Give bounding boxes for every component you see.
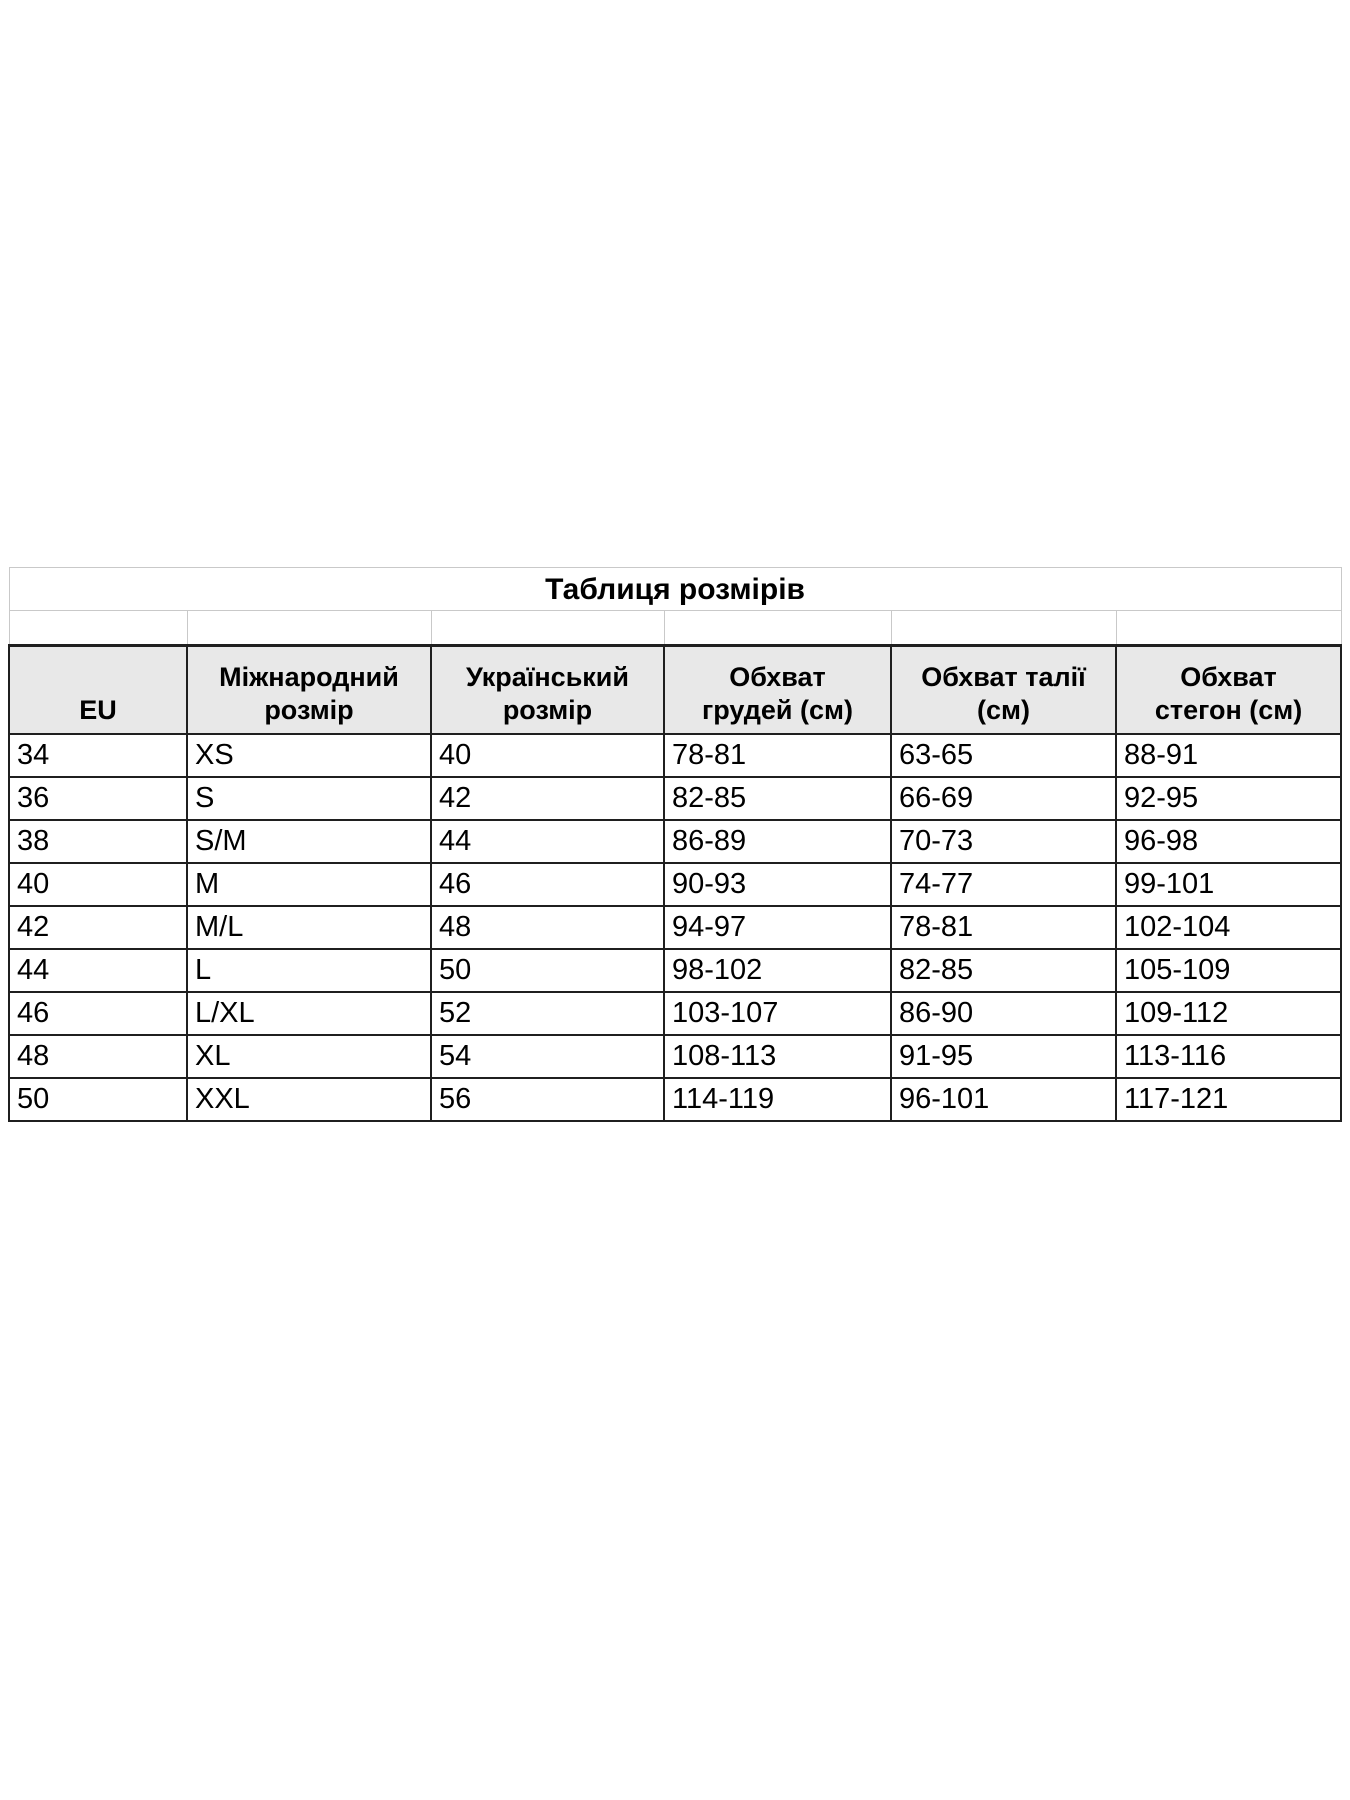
- cell-waist: 74-77: [891, 863, 1116, 906]
- spacer-cell: [187, 611, 431, 646]
- cell-hips: 102-104: [1116, 906, 1341, 949]
- cell-waist: 78-81: [891, 906, 1116, 949]
- cell-waist: 86-90: [891, 992, 1116, 1035]
- table-row: [9, 734, 1341, 777]
- cell-eu: 40: [9, 863, 187, 906]
- column-header-eu: [9, 646, 187, 735]
- table-row: [9, 949, 1341, 992]
- header-line: розмір: [502, 694, 593, 725]
- spacer-cell: [891, 611, 1116, 646]
- cell-ukrainian-size: 42: [431, 777, 664, 820]
- cell-international-size: XL: [187, 1035, 431, 1078]
- size-chart-table: [8, 567, 1342, 1122]
- cell-hips: 99-101: [1116, 863, 1341, 906]
- cell-ukrainian-size: 48: [431, 906, 664, 949]
- cell-eu: 36: [9, 777, 187, 820]
- table-title: Таблиця розмірів: [9, 568, 1341, 611]
- cell-hips: 117-121: [1116, 1078, 1341, 1121]
- title-row: [9, 568, 1341, 611]
- cell-waist: 91-95: [891, 1035, 1116, 1078]
- spacer-cell: [1116, 611, 1341, 646]
- column-header-chest: [664, 646, 891, 735]
- table-row: [9, 992, 1341, 1035]
- cell-ukrainian-size: 54: [431, 1035, 664, 1078]
- cell-hips: 105-109: [1116, 949, 1341, 992]
- cell-ukrainian-size: 44: [431, 820, 664, 863]
- cell-international-size: L/XL: [187, 992, 431, 1035]
- cell-eu: 34: [9, 734, 187, 777]
- cell-international-size: XS: [187, 734, 431, 777]
- cell-hips: 88-91: [1116, 734, 1341, 777]
- column-header-international-size: [187, 646, 431, 735]
- cell-hips: 92-95: [1116, 777, 1341, 820]
- cell-ukrainian-size: 56: [431, 1078, 664, 1121]
- header-line: EU: [79, 694, 117, 725]
- cell-international-size: M: [187, 863, 431, 906]
- spacer-row: [9, 611, 1341, 646]
- table-row: [9, 1078, 1341, 1121]
- column-header-waist: [891, 646, 1116, 735]
- cell-international-size: XXL: [187, 1078, 431, 1121]
- cell-waist: 96-101: [891, 1078, 1116, 1121]
- cell-international-size: L: [187, 949, 431, 992]
- table-row: [9, 820, 1341, 863]
- header-line: Український: [465, 662, 629, 693]
- cell-eu: 48: [9, 1035, 187, 1078]
- cell-waist: 82-85: [891, 949, 1116, 992]
- cell-chest: 114-119: [664, 1078, 891, 1121]
- cell-eu: 46: [9, 992, 187, 1035]
- cell-eu: 42: [9, 906, 187, 949]
- table-row: [9, 777, 1341, 820]
- table-row: [9, 906, 1341, 949]
- cell-waist: 70-73: [891, 820, 1116, 863]
- cell-chest: 108-113: [664, 1035, 891, 1078]
- cell-chest: 86-89: [664, 820, 891, 863]
- header-line: грудей (см): [702, 694, 853, 725]
- cell-international-size: S/M: [187, 820, 431, 863]
- spacer-cell: [431, 611, 664, 646]
- cell-ukrainian-size: 40: [431, 734, 664, 777]
- header-line: стегон (см): [1154, 694, 1303, 725]
- cell-eu: 44: [9, 949, 187, 992]
- table-row: [9, 1035, 1341, 1078]
- cell-chest: 82-85: [664, 777, 891, 820]
- table-row: [9, 863, 1341, 906]
- cell-waist: 63-65: [891, 734, 1116, 777]
- spacer-cell: [9, 611, 187, 646]
- header-line: розмір: [264, 694, 354, 725]
- cell-eu: 50: [9, 1078, 187, 1121]
- cell-chest: 103-107: [664, 992, 891, 1035]
- cell-eu: 38: [9, 820, 187, 863]
- header-row: [9, 646, 1341, 735]
- column-header-hips: [1116, 646, 1341, 735]
- spacer-cell: [664, 611, 891, 646]
- cell-international-size: M/L: [187, 906, 431, 949]
- header-line: Обхват: [1180, 662, 1277, 693]
- cell-chest: 90-93: [664, 863, 891, 906]
- column-header-ukrainian-size: [431, 646, 664, 735]
- cell-ukrainian-size: 46: [431, 863, 664, 906]
- header-line: (см): [977, 694, 1030, 725]
- header-line: Обхват: [729, 662, 826, 693]
- header-line: Міжнародний: [219, 662, 399, 693]
- header-line: Обхват талії: [921, 662, 1086, 693]
- cell-chest: 94-97: [664, 906, 891, 949]
- cell-hips: 113-116: [1116, 1035, 1341, 1078]
- cell-chest: 98-102: [664, 949, 891, 992]
- cell-hips: 96-98: [1116, 820, 1341, 863]
- cell-ukrainian-size: 50: [431, 949, 664, 992]
- cell-waist: 66-69: [891, 777, 1116, 820]
- cell-international-size: S: [187, 777, 431, 820]
- cell-ukrainian-size: 52: [431, 992, 664, 1035]
- cell-chest: 78-81: [664, 734, 891, 777]
- cell-hips: 109-112: [1116, 992, 1341, 1035]
